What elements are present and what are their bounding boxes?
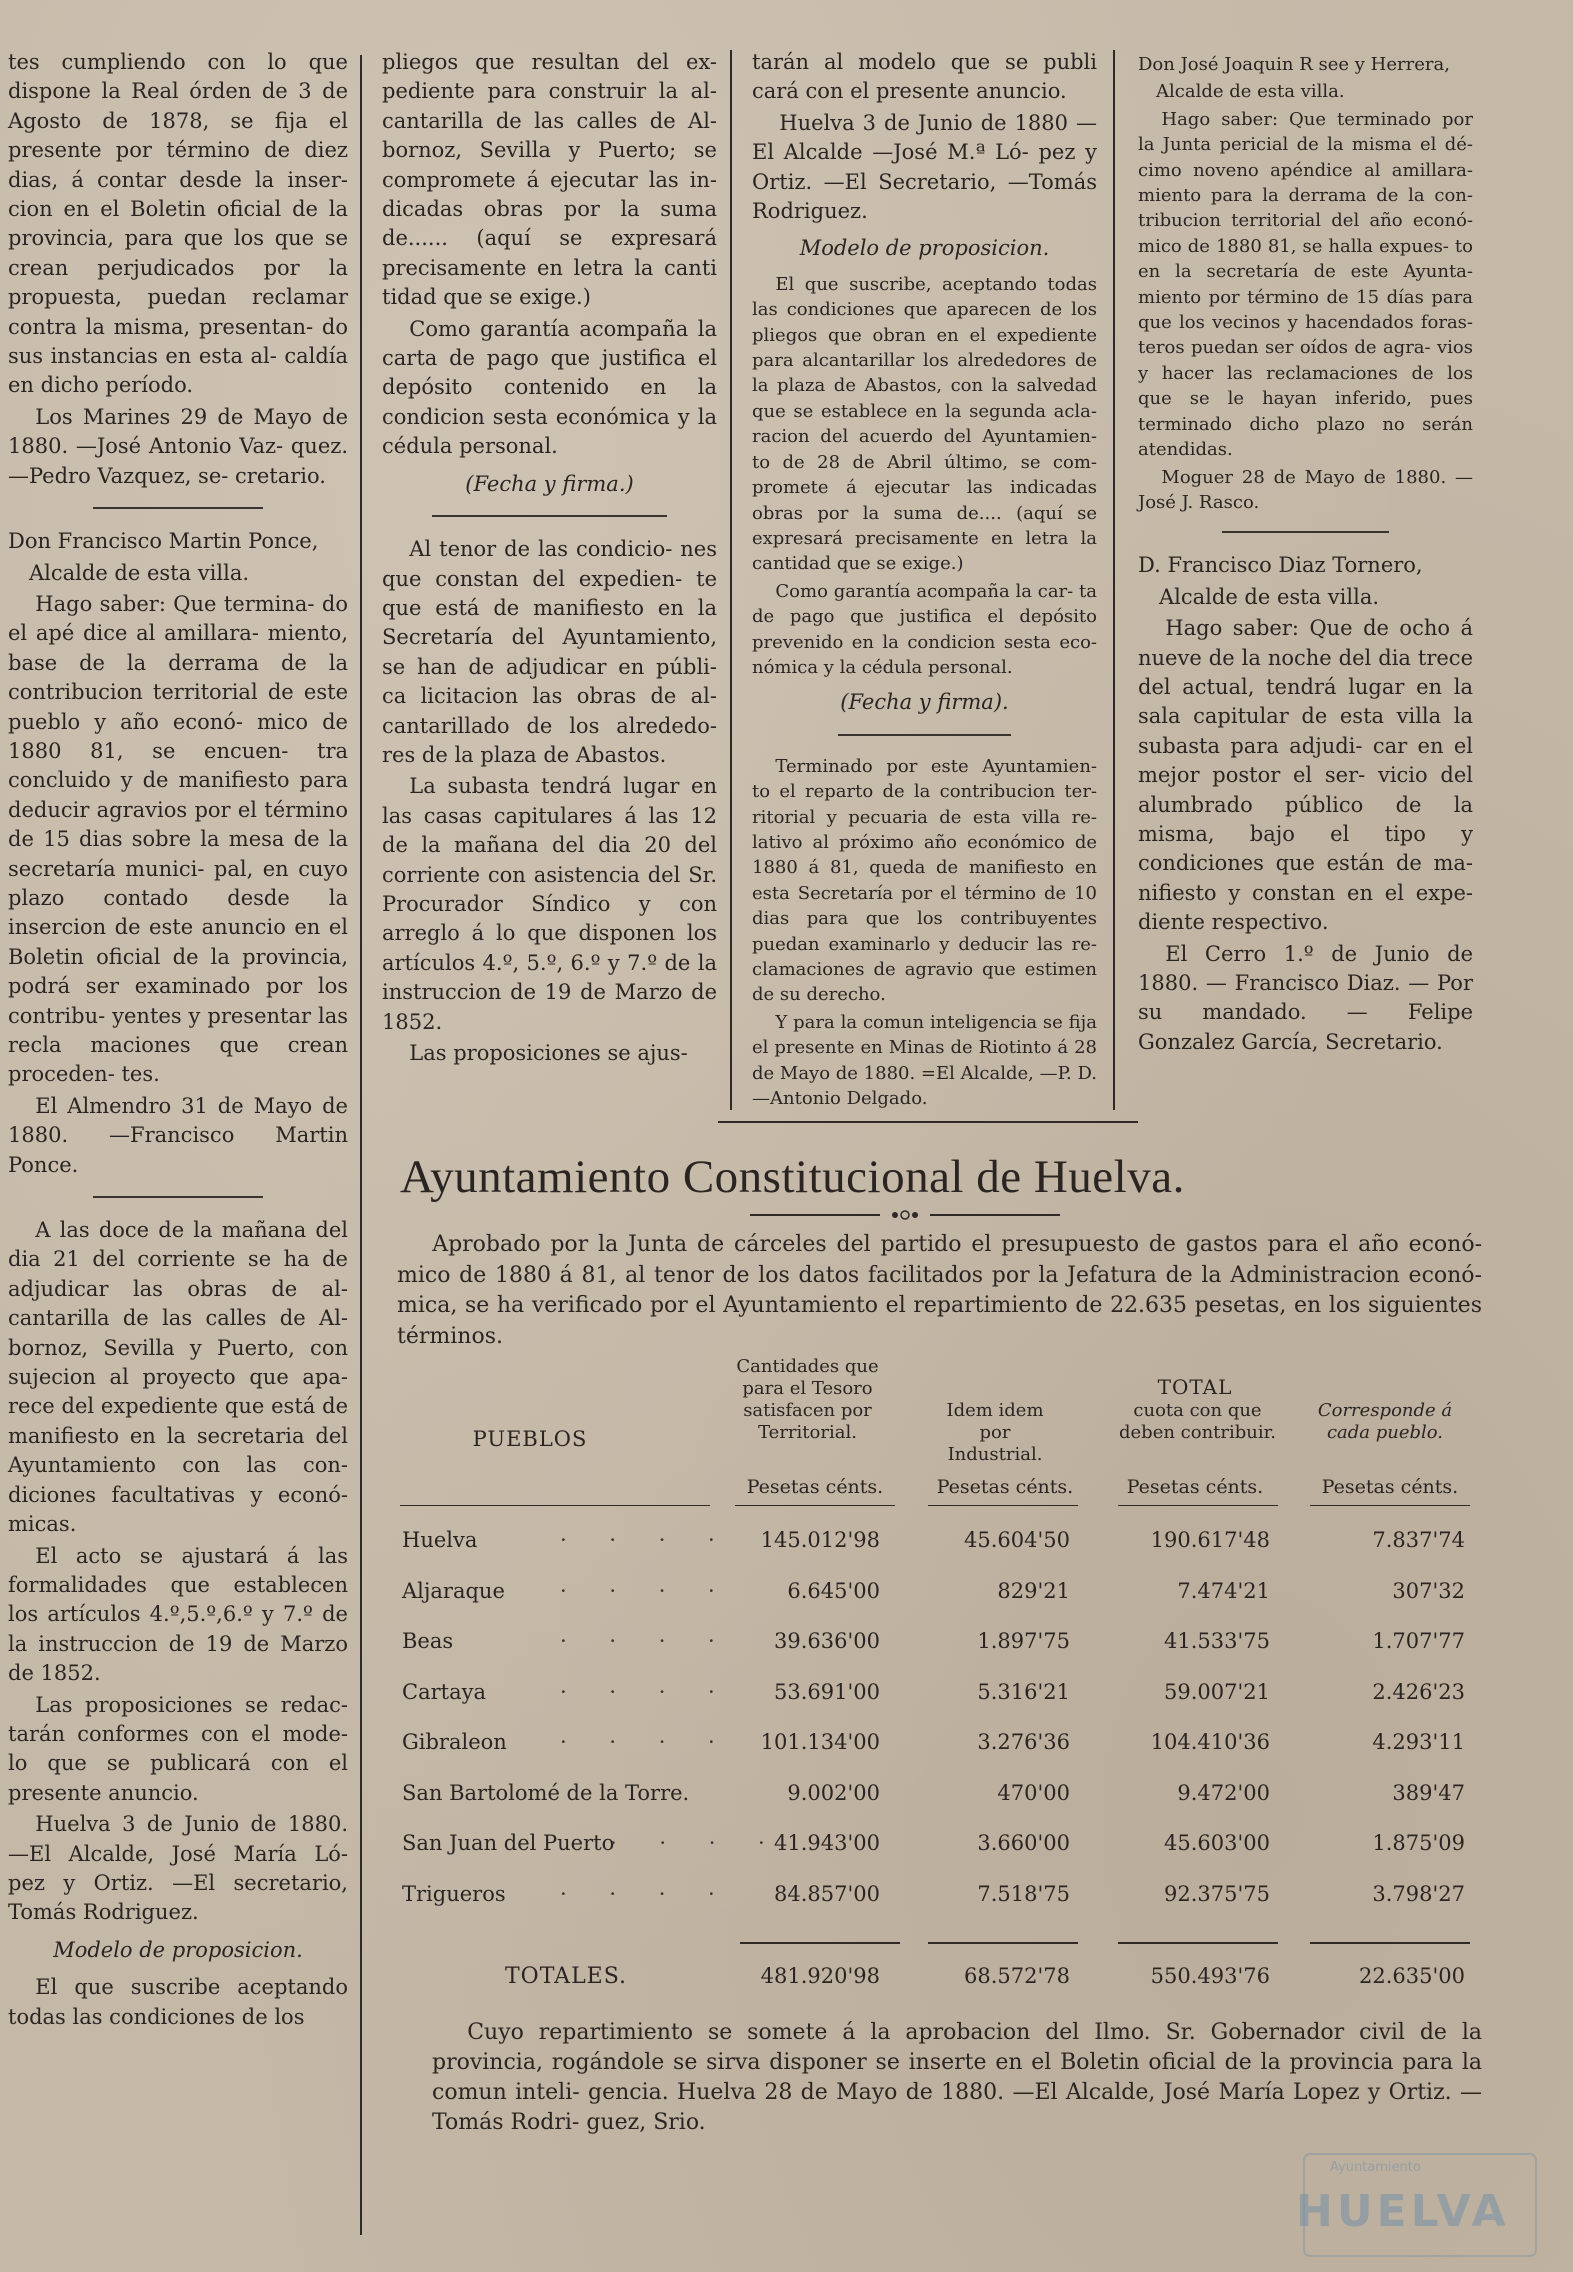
stamp-subtitle: Ayuntamiento: [1330, 2160, 1421, 2175]
cell-corresponde: 1.875'09: [1372, 1831, 1465, 1855]
cell-industrial: 470'00: [997, 1780, 1070, 1805]
section-title: Ayuntamiento Constitucional de Huelva.: [400, 1151, 1185, 1203]
column-rule-2: [730, 50, 732, 1110]
col1-heading: Modelo de proposicion.: [53, 1937, 303, 1962]
col1-announcer-title: Alcalde de esta villa.: [29, 560, 250, 585]
cell-territorial: 41.943'00: [774, 1831, 880, 1855]
header-total: cuota con que deben contribuir.: [1119, 1400, 1276, 1443]
col1-paragraph: El acto se ajustará á las formalidades que establecen los artículos 4.º,5.º,6.º y 7.º de la instruccion de 19 de Marzo de 1852.: [8, 1543, 348, 1686]
divider: [1222, 531, 1390, 533]
col2-paragraph: La subasta tendrá lugar en las casas capitulares á las 12 de la mañana del dia 20 del corriente con asistencia del Sr. Procurador Síndico y con arreglo á lo que disponen los artículos 4.º, 5.º, 6.º y 7.º de la instruccion de 19 de Marzo de 1852.: [382, 774, 717, 1034]
unit-label: Pesetas cénts.: [1126, 1476, 1264, 1498]
totals-rule: [1118, 1942, 1278, 1944]
col3-paragraph: tarán al modelo que se publi cará con el presente anuncio.: [752, 50, 1097, 104]
col4-announcer: D. Francisco Diaz Tornero,: [1138, 553, 1423, 578]
divider: [93, 1196, 263, 1198]
cell-industrial: 7.518'75: [977, 1881, 1070, 1906]
cell-corresponde: 307'32: [1392, 1578, 1465, 1603]
leader-dots: · · · ·: [560, 1528, 733, 1552]
col4-paragraph: Moguer 28 de Mayo de 1880. — José J. Rasco.: [1138, 466, 1473, 513]
section-intro: [397, 1230, 1482, 1352]
row-pueblo: Huelva: [402, 1528, 478, 1552]
col1-paragraph: Los Marines 29 de Mayo de 1880. —José Antonio Vaz- quez. —Pedro Vazquez, se- cretario.: [8, 404, 348, 488]
header-rule: [400, 1505, 710, 1506]
cell-corresponde: 389'47: [1392, 1780, 1465, 1805]
column-4: [1138, 48, 1473, 1059]
cell-industrial: 5.316'21: [977, 1679, 1070, 1704]
col3-paragraph: Terminado por este Ayuntamien- to el reparto de la contribucion ter- ritorial y pecuaria de esta villa re- lativo al próximo año económico de 1880 á 81, queda de manifiesto en esta Secretaría por el término de 10 dias para que los contribuyentes puedan examinarlo y deducir las re- clamaciones de agravio que estimen de su derecho.: [752, 755, 1097, 1006]
cell-territorial: 145.012'98: [760, 1528, 880, 1552]
col3-signature: (Fecha y firma).: [840, 690, 1009, 715]
cell-corresponde: 7.837'74: [1372, 1528, 1465, 1552]
cell-territorial: 9.002'00: [787, 1780, 880, 1805]
cell-corresponde: 2.426'23: [1372, 1679, 1465, 1704]
cell-industrial: 3.276'36: [977, 1730, 1070, 1754]
cell-total: 92.375'75: [1164, 1881, 1270, 1906]
divider: [432, 515, 667, 517]
row-pueblo: Beas: [402, 1629, 454, 1653]
leader-dots: · · · ·: [560, 1578, 733, 1603]
totals-corresponde: 22.635'00: [1359, 1964, 1465, 1988]
row-pueblo: Cartaya: [402, 1679, 486, 1704]
header-territorial: Cantidades que para el Tesoro satisfacen por Territorial.: [736, 1356, 879, 1443]
totals-industrial: 68.572'78: [964, 1964, 1070, 1988]
divider: [838, 734, 1011, 736]
cell-territorial: 53.691'00: [774, 1679, 880, 1704]
col4-paragraph: Hago saber: Que de ocho á nueve de la noche del dia trece del actual, tendrá lugar en la sala capitular de esta villa la subasta para adjudi- car en el mejor postor el ser- vicio del alumbrado público de la misma, bajo el tipo y condiciones que están de ma- nifiesto y constan en el expe- diente respectivo.: [1138, 616, 1473, 935]
column-3: [752, 48, 1097, 1113]
column-1: [8, 48, 348, 2034]
col2-paragraph: Al tenor de las condicio- nes que constan del expedien- te que está de manifiesto en la Secretaría del Ayuntamiento, se han de adjudicar en públi- ca licitacion las obras de al- cantarillado de los alrededo- res de la plaza de Abastos.: [382, 537, 717, 767]
totals-label: TOTALES.: [505, 1964, 628, 1989]
totals-rule: [1310, 1942, 1470, 1944]
row-pueblo: Trigueros: [402, 1881, 506, 1906]
cell-total: 104.410'36: [1150, 1730, 1270, 1754]
totals-rule: [740, 1942, 900, 1944]
leader-dots: · · · ·: [560, 1629, 733, 1653]
section-rule: [718, 1121, 1138, 1123]
col1-paragraph: A las doce de la mañana del dia 21 del corriente se ha de adjudicar las obras de al- cantarilla de las calles de Al- bornoz, Sevilla y Puerto, con sujecion al proyecto que apa- rece del expediente que está de manifiesto en la secretaria del Ayuntamiento con las con- diciones facultativas y econó- micas.: [8, 1218, 348, 1537]
col1-paragraph: Hago saber: Que termina- do el apé dice al amillara- miento, base de la derrama de la contribucion territorial de este pueblo y año econó- mico de 1880 81, se encuen- tra concluido y de manifiesto para deducir agravios por el término de 15 dias sobre la mesa de la secretaría munici- pal, en cuyo plazo contado desde la insercion de este anuncio en el Boletin oficial de la provincia, podrá ser examinado por los contribu- yentes y presentar las recla maciones que crean proceden- tes.: [8, 591, 348, 1087]
intro-paragraph: Aprobado por la Junta de cárceles del partido el presupuesto de gastos para el año econó- mico de 1880 á 81, al tenor de los datos facilitados por la Jefatura de la Administracion econó- mica, se ha verificado por el Ayuntamiento el repartimiento de 22.635 pesetas, en los siguientes términos.: [397, 1232, 1482, 1349]
cell-total: 9.472'00: [1177, 1780, 1270, 1805]
col3-paragraph: El que suscribe, aceptando todas las condiciones que aparecen de los pliegos que obran en el expediente para alcantarillar los alrededores de la plaza de Abastos, con la salvedad que se establece en la segunda acla- racion del acuerdo del Ayuntamien- to de 28 de Abril último, se com- promete á ejecutar las indicadas obras por la suma de.... (aquí se expresará precisamente en letra la cantidad que se exige.): [752, 273, 1097, 575]
cell-total: 190.617'48: [1150, 1528, 1270, 1552]
header-rule: [928, 1505, 1078, 1506]
row-pueblo: Gibraleon: [402, 1730, 507, 1754]
cell-total: 41.533'75: [1164, 1629, 1270, 1653]
cell-industrial: 829'21: [997, 1578, 1070, 1603]
header-corresponde: Corresponde á cada pueblo.: [1317, 1400, 1453, 1443]
col3-paragraph: Como garantía acompaña la car- ta de pago que justifica el depósito prevenido en la condicion sesta eco- nómica y la cédula personal.: [752, 580, 1097, 678]
col2-paragraph: pliegos que resultan del ex- pediente para construir la al- cantarilla de las calles de Al- bornoz, Sevilla y Puerto; se compromete á ejecutar las in- dicadas obras por la suma de...... (aquí se expresará precisamente en letra la canti tidad que se exige.): [382, 50, 717, 310]
totals-rule: [928, 1942, 1078, 1944]
col1-paragraph: Huelva 3 de Junio de 1880. —El Alcalde, José María Ló- pez y Ortiz. —El secretario, Tomás Rodriguez.: [8, 1812, 348, 1925]
leader-dots: · · · ·: [610, 1831, 783, 1855]
col1-paragraph: tes cumpliendo con lo que dispone la Real órden de 3 de Agosto de 1878, se fija el presente por término de diez dias, á contar desde la inser- cion en el Boletin oficial de la provincia, para que los que se crean perjudicados por la propuesta, puedan reclamar contra la misma, presentan- do sus instancias en esta al- caldía en dicho período.: [8, 50, 348, 398]
col3-paragraph: Huelva 3 de Junio de 1880 —El Alcalde —José M.ª Ló- pez y Ortiz. —El Secretario, —Tomás Rodriguez.: [752, 110, 1097, 224]
col2-signature: (Fecha y firma.): [465, 471, 634, 496]
cell-industrial: 1.897'75: [977, 1629, 1070, 1653]
header-rule: [735, 1505, 895, 1506]
unit-label: Pesetas cénts.: [1321, 1476, 1459, 1498]
cell-industrial: 3.660'00: [977, 1831, 1070, 1855]
col4-paragraph: El Cerro 1.º de Junio de 1880. — Francisco Diaz. — Por su mandado. — Felipe Gonzalez García, Secretario.: [1138, 941, 1473, 1054]
cell-territorial: 6.645'00: [787, 1578, 880, 1603]
col1-announcer: Don Francisco Martin Ponce,: [8, 529, 319, 554]
header-rule: [1118, 1505, 1278, 1506]
leader-dots: · · · ·: [560, 1730, 733, 1754]
cell-industrial: 45.604'50: [964, 1528, 1070, 1552]
cell-total: 45.603'00: [1164, 1831, 1270, 1855]
unit-label: Pesetas cénts.: [746, 1476, 884, 1498]
cell-total: 59.007'21: [1164, 1679, 1270, 1704]
cell-corresponde: 1.707'77: [1372, 1629, 1465, 1653]
closing-paragraph: Cuyo repartimiento se somete á la aprobacion del Ilmo. Sr. Gobernador civil de la provincia, rogándole se sirva disponer se inserte en el Boletin oficial de la provincia para la comun inteli- gencia. Huelva 28 de Mayo de 1880. —El Alcalde, José María Lopez y Ortiz. —Tomás Rodri- guez, Srio.: [432, 2020, 1482, 2135]
cell-corresponde: 4.293'11: [1372, 1730, 1465, 1754]
row-pueblo: San Bartolomé de la Torre.: [402, 1780, 690, 1805]
header-rule: [1310, 1505, 1470, 1506]
col1-paragraph: El Almendro 31 de Mayo de 1880. —Francisco Martin Ponce.: [8, 1093, 348, 1177]
cell-territorial: 84.857'00: [774, 1881, 880, 1906]
row-pueblo: Aljaraque: [402, 1578, 505, 1603]
column-rule-1: [360, 55, 362, 2235]
cell-corresponde: 3.798'27: [1372, 1881, 1465, 1906]
stamp-label: HUELVA: [1296, 2186, 1510, 2237]
title-ornament-icon: [750, 1208, 1060, 1222]
unit-label: Pesetas cénts.: [936, 1476, 1074, 1498]
totals-total: 550.493'76: [1150, 1964, 1270, 1988]
col2-paragraph: Las proposiciones se ajus-: [409, 1041, 688, 1065]
col3-paragraph: Y para la comun inteligencia se fija el presente en Minas de Riotinto á 28 de Mayo de 1880. =El Alcalde, —P. D. —Antonio Delgado.: [752, 1011, 1097, 1110]
column-2: [382, 48, 717, 1070]
col4-announcer-title: Alcalde de esta villa.: [1156, 81, 1345, 103]
col4-announcer-title: Alcalde de esta villa.: [1159, 584, 1380, 609]
col1-paragraph: El que suscribe aceptando todas las condiciones de los: [8, 1975, 348, 2029]
section-closing: [432, 2018, 1482, 2138]
col4-paragraph: Hago saber: Que terminado por la Junta pericial de la misma el dé- cimo noveno apéndice al amillara- miento para la derrama de la con- tribucion territorial del año econó- mico de 1880 81, se halla expues- to en la secretaría de este Ayunta- miento por término de 15 días para que los vecinos y hacendados foras- teros puedan ser oídos de agra- vios y hacer las reclamaciones de los que se le hayan inferido, pues terminado dicho plazo no serán atendidas.: [1138, 108, 1473, 461]
col1-paragraph: Las proposiciones se redac- tarán conformes con el mode- lo que se publicará con el presente anuncio.: [8, 1692, 348, 1805]
leader-dots: · · · ·: [560, 1881, 733, 1906]
totals-territorial: 481.920'98: [760, 1964, 880, 1988]
col4-announcer: Don José Joaquin R see y Herrera,: [1138, 54, 1450, 75]
header-pueblos: PUEBLOS: [472, 1427, 588, 1451]
col3-heading: Modelo de proposicion.: [799, 236, 1050, 261]
cell-territorial: 101.134'00: [760, 1730, 880, 1754]
divider: [93, 507, 263, 509]
cell-territorial: 39.636'00: [774, 1629, 880, 1653]
header-total-title: TOTAL: [1157, 1375, 1233, 1399]
cell-total: 7.474'21: [1177, 1578, 1270, 1603]
col2-paragraph: Como garantía acompaña la carta de pago que justifica el depósito contenido en la condicion sesta económica y la cédula personal.: [382, 316, 717, 459]
leader-dots: · · · ·: [560, 1679, 733, 1704]
column-rule-3: [1113, 50, 1115, 1110]
row-pueblo: San Juan del Puerto: [402, 1831, 615, 1855]
header-industrial: Idem idem por Industrial.: [946, 1400, 1044, 1465]
